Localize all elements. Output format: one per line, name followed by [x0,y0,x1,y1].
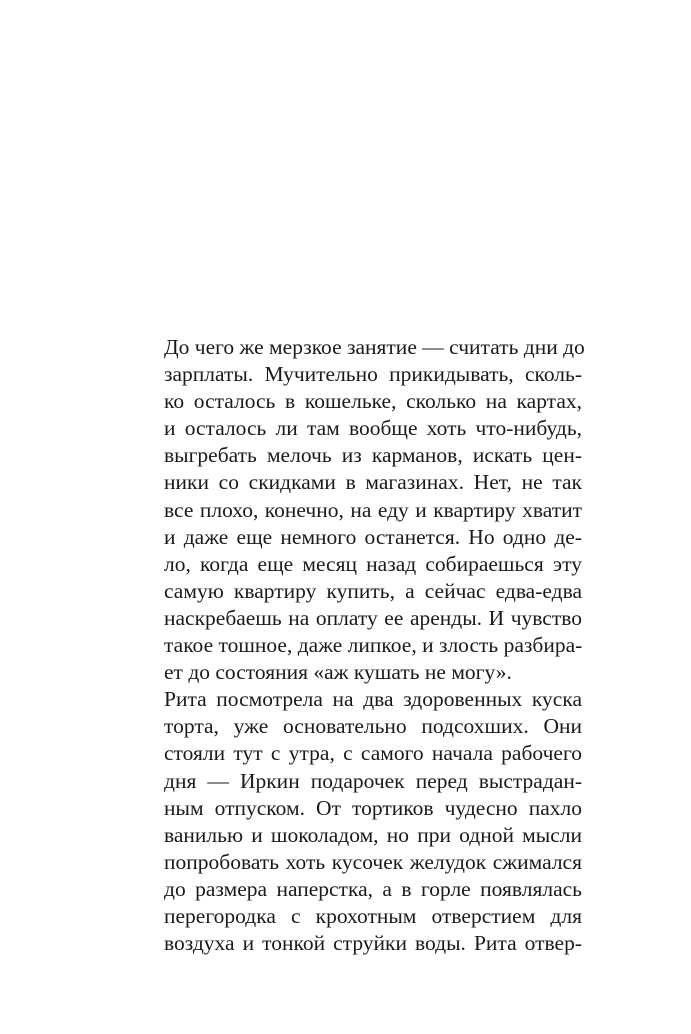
text-line: ники со скидками в магазинах. Нет, не так [164,470,582,495]
text-line: воздуха и тонкой струйки воды. Рита отвер- [164,931,582,956]
body-text [164,334,585,957]
text-line: и осталось ли там вообще хоть что-нибудь, [164,416,582,441]
text-line: наскребаешь на оплату ее аренды. И чувство [164,605,582,630]
text-line: ло, когда еще месяц назад собираешься эту [164,551,582,576]
text-line: выгребать мелочь из карманов, искать цен- [164,443,582,468]
text-line: ным отпуском. От тортиков чудесно пахло [164,795,582,820]
text-line: дня — Иркин подарочек перед выстрадан- [164,768,582,793]
text-line: все плохо, конечно, на еду и квартиру хватит [164,497,582,522]
text-line: Рита посмотрела на два здоровенных куска [164,687,582,712]
text-line: До чего же мерзкое занятие — считать дни до [164,335,585,359]
text-line: самую квартиру купить, а сейчас едва-едва [164,578,582,603]
text-line: до размера наперстка, а в горле появлялась [164,876,582,901]
text-line: такое тошное, даже липкое, и злость разбира- [164,633,583,658]
text-line: торта, уже основательно подсохших. Они [164,714,582,739]
text-line: ет до состояния «аж кушать не могу». [164,660,512,685]
paragraph-1 [164,334,585,686]
paragraph-2 [164,686,582,957]
text-line: попробовать хоть кусочек желудок сжимался [164,849,582,874]
text-line: зарплаты. Мучительно прикидывать, сколь- [164,362,582,387]
text-line: и даже еще немного останется. Но одно де- [164,524,582,549]
text-line: ко осталось в кошельке, сколько на картах, [164,389,582,414]
text-line: ванилью и шоколадом, но при одной мысли [164,822,582,847]
text-line: перегородка с крохотным отверстием для [164,903,582,928]
text-line: стояли тут с утра, с самого начала рабочего [164,741,582,766]
